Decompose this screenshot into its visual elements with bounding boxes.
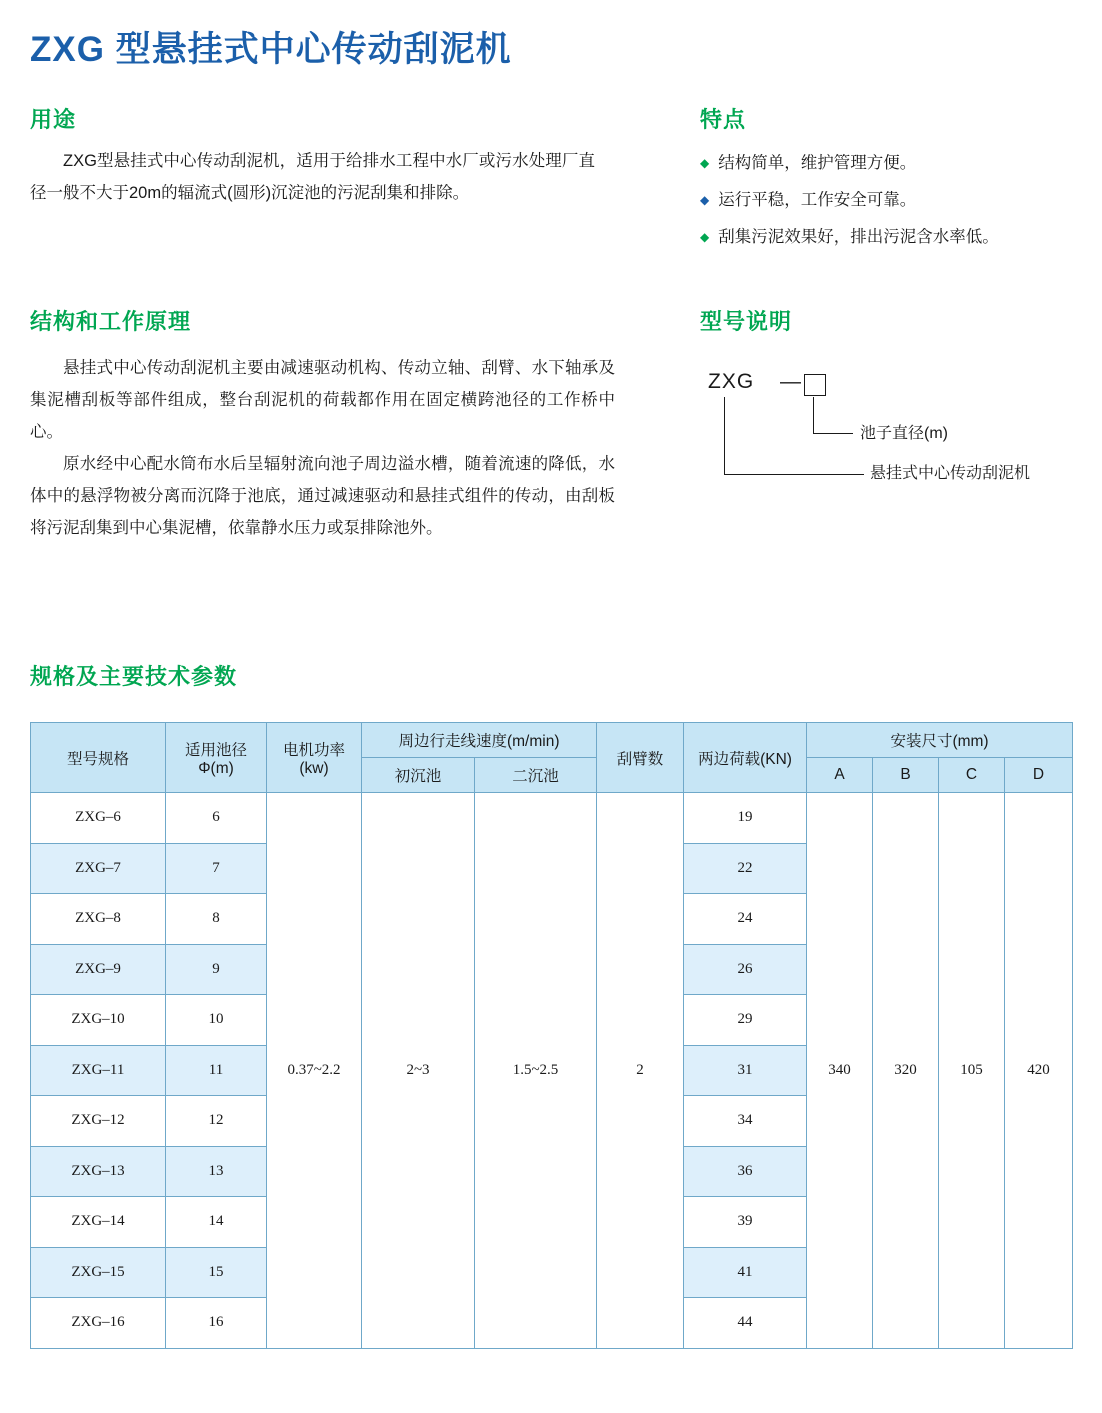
- th-diameter-line1: 适用池径: [184, 741, 247, 759]
- cell-diameter: 9: [166, 944, 267, 995]
- structure-heading: 结构和工作原理: [30, 309, 192, 334]
- model-prefix: ZXG: [708, 370, 755, 393]
- feature-text: 刮集污泥效果好，排出污泥含水率低。: [718, 228, 999, 246]
- cell-model: ZXG–7: [31, 843, 166, 894]
- cell-model: ZXG–13: [31, 1146, 166, 1197]
- cell-load: 41: [684, 1247, 807, 1298]
- cell-load: 31: [684, 1045, 807, 1096]
- feature-text: 运行平稳，工作安全可靠。: [718, 191, 917, 209]
- spec-table-container: [30, 722, 1072, 1349]
- diamond-bullet-icon: ◆: [700, 156, 710, 170]
- cell-model: ZXG–16: [31, 1298, 166, 1349]
- cell-load: 39: [684, 1197, 807, 1248]
- cell-diameter: 15: [166, 1247, 267, 1298]
- spec-table: [30, 722, 1073, 1349]
- list-item: [700, 145, 1085, 182]
- th-power: [267, 723, 362, 793]
- leader-line-horizontal-2: [724, 474, 864, 475]
- th-c: C: [939, 758, 1005, 793]
- cell-b-merged: 320: [873, 793, 939, 1349]
- cell-load: 29: [684, 995, 807, 1046]
- diamond-bullet-icon: ◆: [700, 193, 710, 207]
- cell-diameter: 14: [166, 1197, 267, 1248]
- feature-text: 结构简单，维护管理方便。: [718, 154, 917, 172]
- cell-power-merged: 0.37~2.2: [267, 793, 362, 1349]
- cell-diameter: 13: [166, 1146, 267, 1197]
- model-label-diameter: 池子直径(m): [860, 425, 948, 442]
- model-dash: —: [780, 370, 801, 393]
- cell-d-merged: 420: [1005, 793, 1073, 1349]
- model-label-type: 悬挂式中心传动刮泥机: [870, 465, 1031, 482]
- cell-arms-merged: 2: [597, 793, 684, 1349]
- page-title: ZXG 型悬挂式中心传动刮泥机: [30, 30, 512, 69]
- cell-model: ZXG–10: [31, 995, 166, 1046]
- th-diameter-line2: Φ(m): [198, 759, 234, 777]
- cell-load: 26: [684, 944, 807, 995]
- model-code-diagram: [700, 355, 1090, 505]
- cell-load: 22: [684, 843, 807, 894]
- th-arms: 刮臂数: [597, 723, 684, 793]
- cell-diameter: 16: [166, 1298, 267, 1349]
- structure-body: [30, 352, 615, 544]
- spec-heading: 规格及主要技术参数: [30, 664, 238, 689]
- th-power-line1: 电机功率: [282, 741, 345, 759]
- cell-model: ZXG–9: [31, 944, 166, 995]
- leader-line-horizontal-1: [813, 433, 853, 434]
- th-speed-secondary: 二沉池: [475, 758, 597, 793]
- features-heading: 特点: [700, 107, 747, 132]
- cell-load: 24: [684, 894, 807, 945]
- cell-load: 34: [684, 1096, 807, 1147]
- th-a: A: [807, 758, 873, 793]
- th-b: B: [873, 758, 939, 793]
- model-heading: 型号说明: [700, 309, 793, 334]
- cell-model: ZXG–6: [31, 793, 166, 844]
- cell-model: ZXG–12: [31, 1096, 166, 1147]
- cell-diameter: 8: [166, 894, 267, 945]
- spec-table-body: [31, 793, 1073, 1349]
- cell-load: 36: [684, 1146, 807, 1197]
- cell-model: ZXG–11: [31, 1045, 166, 1096]
- features-list: [700, 145, 1085, 256]
- cell-load: 44: [684, 1298, 807, 1349]
- cell-speed-secondary-merged: 1.5~2.5: [475, 793, 597, 1349]
- model-placeholder-box: [804, 374, 826, 396]
- th-d: D: [1005, 758, 1073, 793]
- th-load: 两边荷载(KN): [684, 723, 807, 793]
- cell-load: 19: [684, 793, 807, 844]
- structure-paragraph-1: 悬挂式中心传动刮泥机主要由减速驱动机构、传动立轴、刮臂、水下轴承及集泥槽刮板等部件组成，整台刮泥机的荷载都作用在固定横跨池径的工作桥中心。: [30, 359, 615, 441]
- th-model: 型号规格: [31, 723, 166, 793]
- th-speed-group: 周边行走线速度(m/min): [362, 723, 597, 758]
- list-item: [700, 219, 1085, 256]
- cell-c-merged: 105: [939, 793, 1005, 1349]
- cell-model: ZXG–14: [31, 1197, 166, 1248]
- cell-speed-primary-merged: 2~3: [362, 793, 475, 1349]
- diamond-bullet-icon: ◆: [700, 230, 710, 244]
- leader-line-vertical-1: [813, 397, 814, 433]
- leader-line-vertical-2: [724, 397, 725, 474]
- usage-heading: 用途: [30, 107, 77, 132]
- th-power-line2: (kw): [299, 759, 329, 777]
- th-diameter: [166, 723, 267, 793]
- cell-diameter: 7: [166, 843, 267, 894]
- structure-paragraph-2: 原水经中心配水筒布水后呈辐射流向池子周边溢水槽，随着流速的降低，水体中的悬浮物被分离而沉降于池底，通过减速驱动和悬挂式组件的传动，由刮板将污泥刮集到中心集泥槽，依靠静水压力或泵排除池外。: [30, 455, 615, 537]
- th-install-group: 安装尺寸(mm): [807, 723, 1073, 758]
- cell-model: ZXG–8: [31, 894, 166, 945]
- cell-diameter: 11: [166, 1045, 267, 1096]
- cell-diameter: 10: [166, 995, 267, 1046]
- cell-diameter: 6: [166, 793, 267, 844]
- cell-diameter: 12: [166, 1096, 267, 1147]
- cell-a-merged: 340: [807, 793, 873, 1349]
- cell-model: ZXG–15: [31, 1247, 166, 1298]
- usage-paragraph: ZXG型悬挂式中心传动刮泥机，适用于给排水工程中水厂或污水处理厂直径一般不大于20m的辐流式(圆形)沉淀池的污泥刮集和排除。: [30, 152, 595, 202]
- list-item: [700, 182, 1085, 219]
- table-header-row: [31, 723, 1073, 758]
- th-speed-primary: 初沉池: [362, 758, 475, 793]
- table-row: [31, 793, 1073, 844]
